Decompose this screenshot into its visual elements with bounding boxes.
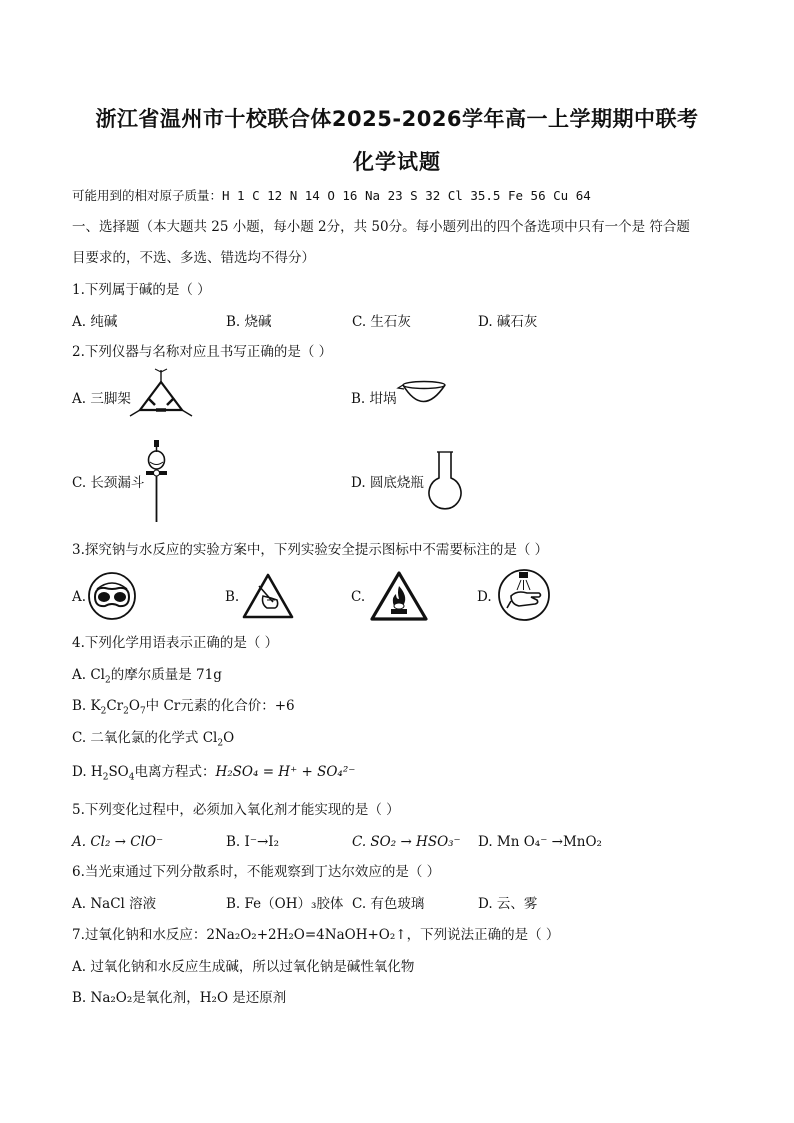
- q5-option-c: C. SO₂ → HSO₃⁻: [352, 834, 461, 850]
- q3-option-d: D.: [477, 589, 492, 605]
- q1-stem: 1.下列属于碱的是（ ）: [72, 282, 211, 298]
- q5-stem: 5.下列变化过程中，必须加入氧化剂才能实现的是（ ）: [72, 802, 400, 818]
- q6-option-a: A. NaCl 溶液: [72, 896, 157, 912]
- q7-option-b: B. Na₂O₂是氧化剂，H₂O 是还原剂: [72, 990, 287, 1006]
- q4-option-c: C. 二氧化氯的化学式 $Cl_2O$: [72, 730, 235, 749]
- flame-icon: [369, 570, 429, 622]
- q3-stem: 3.探究钠与水反应的实验方案中，下列实验安全提示图标中不需要标注的是（ ）: [72, 542, 549, 558]
- round-bottom-flask-icon: [425, 450, 465, 514]
- hand-wash-icon: [497, 568, 551, 622]
- atomic-masses: 可能用到的相对原子质量：H 1 C 12 N 14 O 16 Na 23 S 32 Cl 35.5 Fe 56 Cu 64: [72, 188, 591, 203]
- q5-option-d: D. Mn O₄⁻ →MnO₂: [478, 834, 602, 850]
- goggles-icon: [87, 571, 137, 621]
- q6-option-d: D. 云、雾: [478, 896, 538, 912]
- q1-option-c: C. 生石灰: [352, 314, 411, 330]
- q3-option-b: B.: [225, 589, 240, 605]
- q4-option-d: D. $H_2SO_4$电离方程式：H₂SO₄ = H⁺ + SO₄²⁻: [72, 764, 356, 783]
- section-instructions-line1: 一、选择题（本大题共 25 小题，每小题 2分，共 50分。每小题列出的四个备选项中只有一个是 符合题: [72, 219, 690, 235]
- q2-option-c: C. 长颈漏斗: [72, 475, 145, 491]
- separatory-funnel-icon: [143, 440, 171, 524]
- q7-option-a: A. 过氧化钠和水反应生成碱，所以过氧化钠是碱性氧化物: [72, 959, 415, 975]
- tripod-icon: [128, 368, 194, 424]
- q4-option-b: B. $K_2Cr_2O_7$中 Cr元素的化合价：+6: [72, 698, 295, 717]
- q2-stem: 2.下列仪器与名称对应且书写正确的是（ ）: [72, 344, 333, 360]
- q4-equation: H₂SO₄ = H⁺ + SO₄²⁻: [215, 764, 356, 780]
- q5-option-a: A. Cl₂ → ClO⁻: [72, 834, 164, 850]
- q7-stem: 7.过氧化钠和水反应：2Na₂O₂+2H₂O=4NaOH+O₂↑，下列说法正确的是（ ）: [72, 927, 560, 943]
- q5-option-b: B. I⁻→I₂: [226, 834, 280, 850]
- q4-stem: 4.下列化学用语表示正确的是（ ）: [72, 635, 279, 651]
- q3-option-c: C.: [351, 589, 366, 605]
- section-instructions-line2: 目要求的，不选、多选、错选均不得分）: [72, 250, 315, 266]
- q2-option-b: B. 坩埚: [351, 391, 397, 407]
- page-subtitle: 化学试题: [353, 150, 441, 174]
- q1-option-b: B. 烧碱: [226, 314, 272, 330]
- q6-stem: 6.当光束通过下列分散系时，不能观察到丁达尔效应的是（ ）: [72, 864, 441, 880]
- evaporating-dish-icon: [397, 380, 449, 410]
- q2-option-a: A. 三脚架: [72, 391, 131, 407]
- q1-option-d: D. 碱石灰: [478, 314, 538, 330]
- q1-option-a: A. 纯碱: [72, 314, 118, 330]
- q6-option-c: C. 有色玻璃: [352, 896, 425, 912]
- page-title: 浙江省温州市十校联合体2025-2026学年高一上学期期中联考: [95, 107, 699, 131]
- q2-option-d: D. 圆底烧瓶: [351, 475, 424, 491]
- sharp-object-icon: [241, 572, 295, 620]
- q3-option-a: A.: [72, 589, 87, 605]
- q6-option-b: B. Fe（OH）₃胶体: [226, 896, 344, 912]
- q4-option-a: A. $Cl_2$的摩尔质量是 71g: [72, 667, 222, 686]
